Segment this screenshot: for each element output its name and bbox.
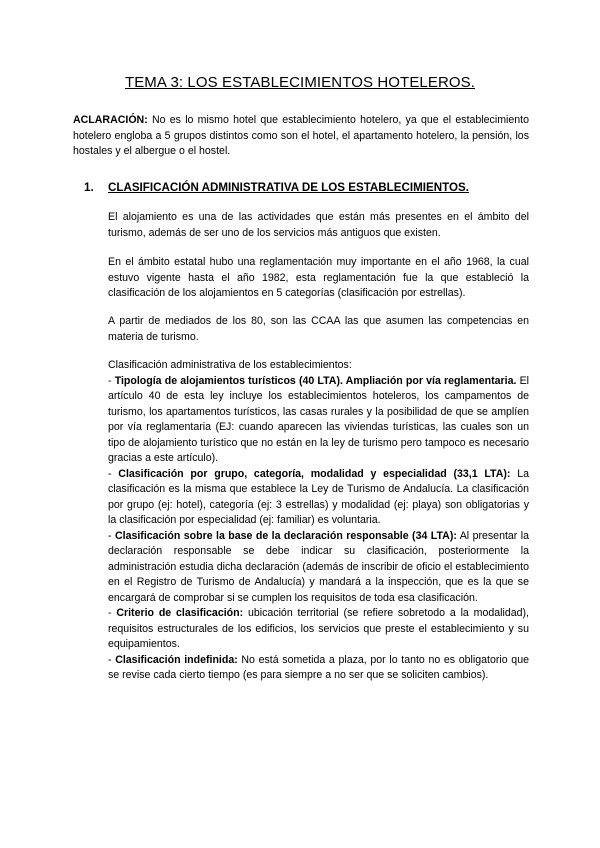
- clarification-text: No es lo mismo hotel que establecimiento hotelero, ya que el establecimiento hotelero engloba a 5 grupos distintos como son el hotel, el apartamento hotelero, la pensión, los hostales y el albergue o el hostel.: [73, 114, 529, 157]
- paragraph-3: A partir de mediados de los 80, son las CCAA las que asumen las competencias en materia de turismo.: [108, 315, 529, 343]
- list-item-label: Clasificación por grupo, categoría, modalidad y especialidad (33,1 LTA):: [118, 467, 511, 480]
- section-heading: [84, 181, 469, 194]
- list-item: [108, 374, 529, 467]
- list-item-label: Clasificación indefinida:: [115, 653, 238, 666]
- list-item-label: Clasificación sobre la base de la declaración responsable (34 LTA):: [114, 529, 457, 542]
- list-item: [108, 529, 529, 607]
- clarification-paragraph: [73, 113, 529, 160]
- classification-list: [108, 358, 529, 684]
- list-dash: -: [108, 607, 117, 619]
- list-dash: -: [108, 529, 115, 542]
- list-item: [108, 653, 529, 684]
- page-title: TEMA 3: LOS ESTABLECIMIENTOS HOTELEROS.: [124, 74, 476, 91]
- list-item-label: Criterio de clasificación:: [116, 607, 244, 619]
- list-dash: -: [108, 653, 116, 666]
- list-dash: -: [108, 374, 115, 387]
- list-item-text: Al presentar la declaración responsable se debe indicar su clasificación, posteriormente la administración estudia dicha declaración (además de inscribir de oficio el establecimiento en el Registro de Turismo de Andalucía) y mandará a la inspección, que es la que se encargará de comprobar si se cumplen los requisitos de toda esa clasificación.: [108, 529, 529, 604]
- classification-intro: Clasificación administrativa de los establecimientos:: [108, 359, 352, 371]
- list-item-text: No está sometida a plaza, por lo tanto no es obligatorio que se revise cada cierto tiempo (es para siempre a no ser que se soliciten cambios).: [108, 653, 529, 681]
- list-item-label: Tipología de alojamientos turísticos (40 LTA). Ampliación por vía reglamentaria.: [114, 374, 517, 387]
- list-item-text: ubicación territorial (se refiere sobretodo a la modalidad), requisitos estructurales de los edificios, los servicios que preste el establecimiento y su equipamientos.: [108, 607, 529, 650]
- list-item-text: El artículo 40 de esta ley incluye los establecimientos hoteleros, los campamentos de turismo, los apartamentos turísticos, las casas rurales y la posibilidad de que se amplíen por vía reglamentaria (EJ: cuando aparecen las viviendas turísticas, las cuales son un tipo de alojamiento turístico que no están en la ley de turismo pero tampoco es necesario gracias a este artículo).: [108, 374, 529, 464]
- clarification-label: ACLARACIÓN:: [73, 114, 148, 126]
- list-item-text: La clasificación es la misma que establece la Ley de Turismo de Andalucía. La clasificación por grupo (ej: hotel), categoría (ej: 3 estrellas) y modalidad (ej: playa) son obligatorias y la clasificación por especialidad (ej: familiar) es voluntaria.: [108, 467, 529, 526]
- paragraph-1: El alojamiento es una de las actividades que están más presentes en el ámbito del turismo, además de ser uno de los servicios más antiguos que existen.: [108, 211, 529, 239]
- section-title: CLASIFICACIÓN ADMINISTRATIVA DE LOS ESTABLECIMIENTOS.: [108, 181, 469, 194]
- paragraph-2: En el ámbito estatal hubo una reglamentación muy importante en el año 1968, la cual estuvo vigente hasta el año 1982, esta reglamentación fue la que estableció la clasificación de los alojamientos en 5 categorías (clasificación por estrellas).: [108, 256, 529, 299]
- list-dash: -: [108, 467, 119, 480]
- list-item: [108, 467, 529, 529]
- list-item: [108, 606, 529, 653]
- section-number: 1.: [84, 181, 94, 194]
